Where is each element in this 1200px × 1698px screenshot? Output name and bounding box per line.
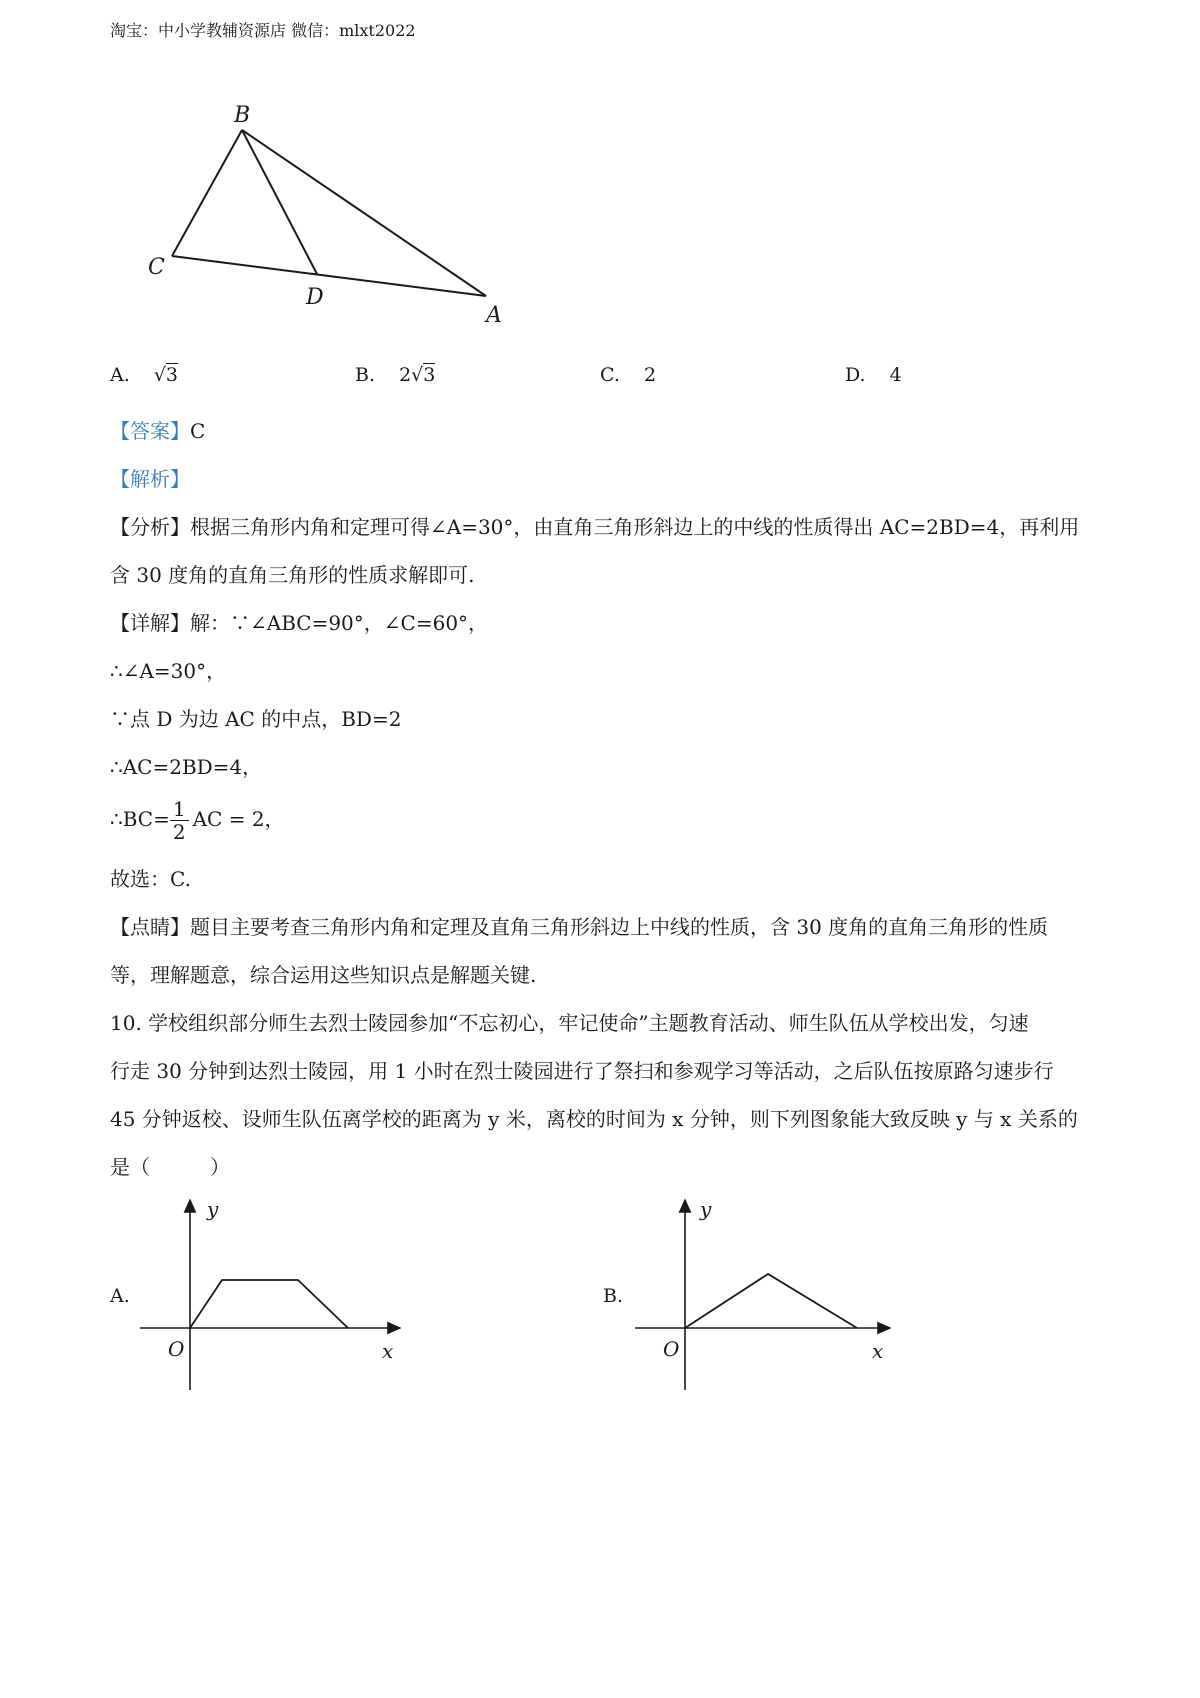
- graph-b: [630, 1190, 910, 1400]
- graph-a-letter: A.: [110, 1285, 130, 1307]
- answer-value: C: [190, 419, 206, 443]
- option-d-value: 4: [889, 364, 902, 386]
- option-a: [110, 364, 178, 386]
- q10-line-1: 10. 学校组织部分师生去烈士陵园参加“不忘初心，牢记使命”主题教育活动、师生队伍从学校出发，匀速: [110, 1011, 1029, 1035]
- option-a-letter: A.: [110, 364, 130, 386]
- detail-line-6: 故选：C.: [110, 867, 191, 891]
- graph-b-x-label: x: [872, 1339, 884, 1363]
- page-header: 淘宝：中小学教辅资源店 微信：mlxt2022: [110, 21, 416, 40]
- detail-line-5: [110, 798, 285, 843]
- detail-line-1: 【详解】解：∵∠ABC=90°，∠C=60°，: [110, 611, 489, 635]
- graph-a-y-label: y: [207, 1197, 219, 1221]
- option-c: [600, 364, 656, 386]
- graph-b-y-label: y: [700, 1197, 712, 1221]
- option-c-letter: C.: [600, 364, 620, 386]
- detail-line-4: ∴AC=2BD=4，: [110, 755, 263, 779]
- segment-bc: [172, 130, 242, 256]
- q10-line-3: 45 分钟返校、设师生队伍离学校的距离为 y 米，离校的时间为 x 分钟，则下列图象能大致反映 y 与 x 关系的: [110, 1107, 1078, 1131]
- segment-ba: [242, 130, 486, 296]
- detail-line-5-suffix: AC = 2，: [192, 807, 285, 831]
- analysis-tag: 【解析】: [110, 467, 190, 491]
- graph-b-letter: B.: [603, 1285, 624, 1307]
- graph-b-triangle-line: [685, 1274, 857, 1328]
- segment-bd: [242, 130, 317, 274]
- option-b-letter: B.: [355, 364, 376, 386]
- vertex-label-d: D: [306, 285, 324, 310]
- comment-line-1: 【点睛】题目主要考查三角形内角和定理及直角三角形斜边上中线的性质，含 30 度角的直角三角形的性质: [110, 915, 1049, 939]
- option-d: [845, 364, 902, 386]
- vertex-label-c: C: [148, 255, 165, 280]
- segment-ca: [172, 256, 486, 296]
- graph-b-origin-label: O: [663, 1337, 680, 1361]
- detail-line-3: ∵点 D 为边 AC 的中点，BD=2: [110, 707, 402, 731]
- detail-line-2: ∴∠A=30°，: [110, 659, 227, 683]
- analysis-line-2: 含 30 度角的直角三角形的性质求解即可.: [110, 563, 475, 587]
- triangle-figure: [140, 100, 520, 330]
- graph-a-origin-label: O: [168, 1337, 185, 1361]
- option-a-value: √3: [153, 364, 179, 386]
- option-d-letter: D.: [845, 364, 866, 386]
- q10-line-4: 是（ ）: [110, 1155, 230, 1179]
- fraction-one-half: $\frac{1}{2}$: [170, 798, 189, 843]
- answer-tag: 【答案】: [110, 419, 190, 443]
- graph-a-x-label: x: [382, 1339, 394, 1363]
- detail-line-5-prefix: ∴BC=: [110, 807, 170, 831]
- option-c-value: 2: [643, 364, 657, 386]
- vertex-label-a: A: [486, 303, 502, 328]
- graph-a: [130, 1190, 420, 1400]
- q10-line-2: 行走 30 分钟到达烈士陵园，用 1 小时在烈士陵园进行了祭扫和参观学习等活动，之后队伍按原路匀速步行: [110, 1059, 1054, 1083]
- vertex-label-b: B: [234, 103, 251, 128]
- answer-line: [110, 418, 205, 444]
- comment-line-2: 等，理解题意，综合运用这些知识点是解题关键.: [110, 963, 537, 987]
- graph-a-trapezoid-line: [190, 1280, 348, 1328]
- option-b-value: 2√3: [399, 364, 436, 386]
- analysis-line-1: 【分析】根据三角形内角和定理可得∠A=30°，由直角三角形斜边上的中线的性质得出 AC=2BD=4，再利用: [110, 515, 1080, 539]
- option-b: [355, 364, 435, 386]
